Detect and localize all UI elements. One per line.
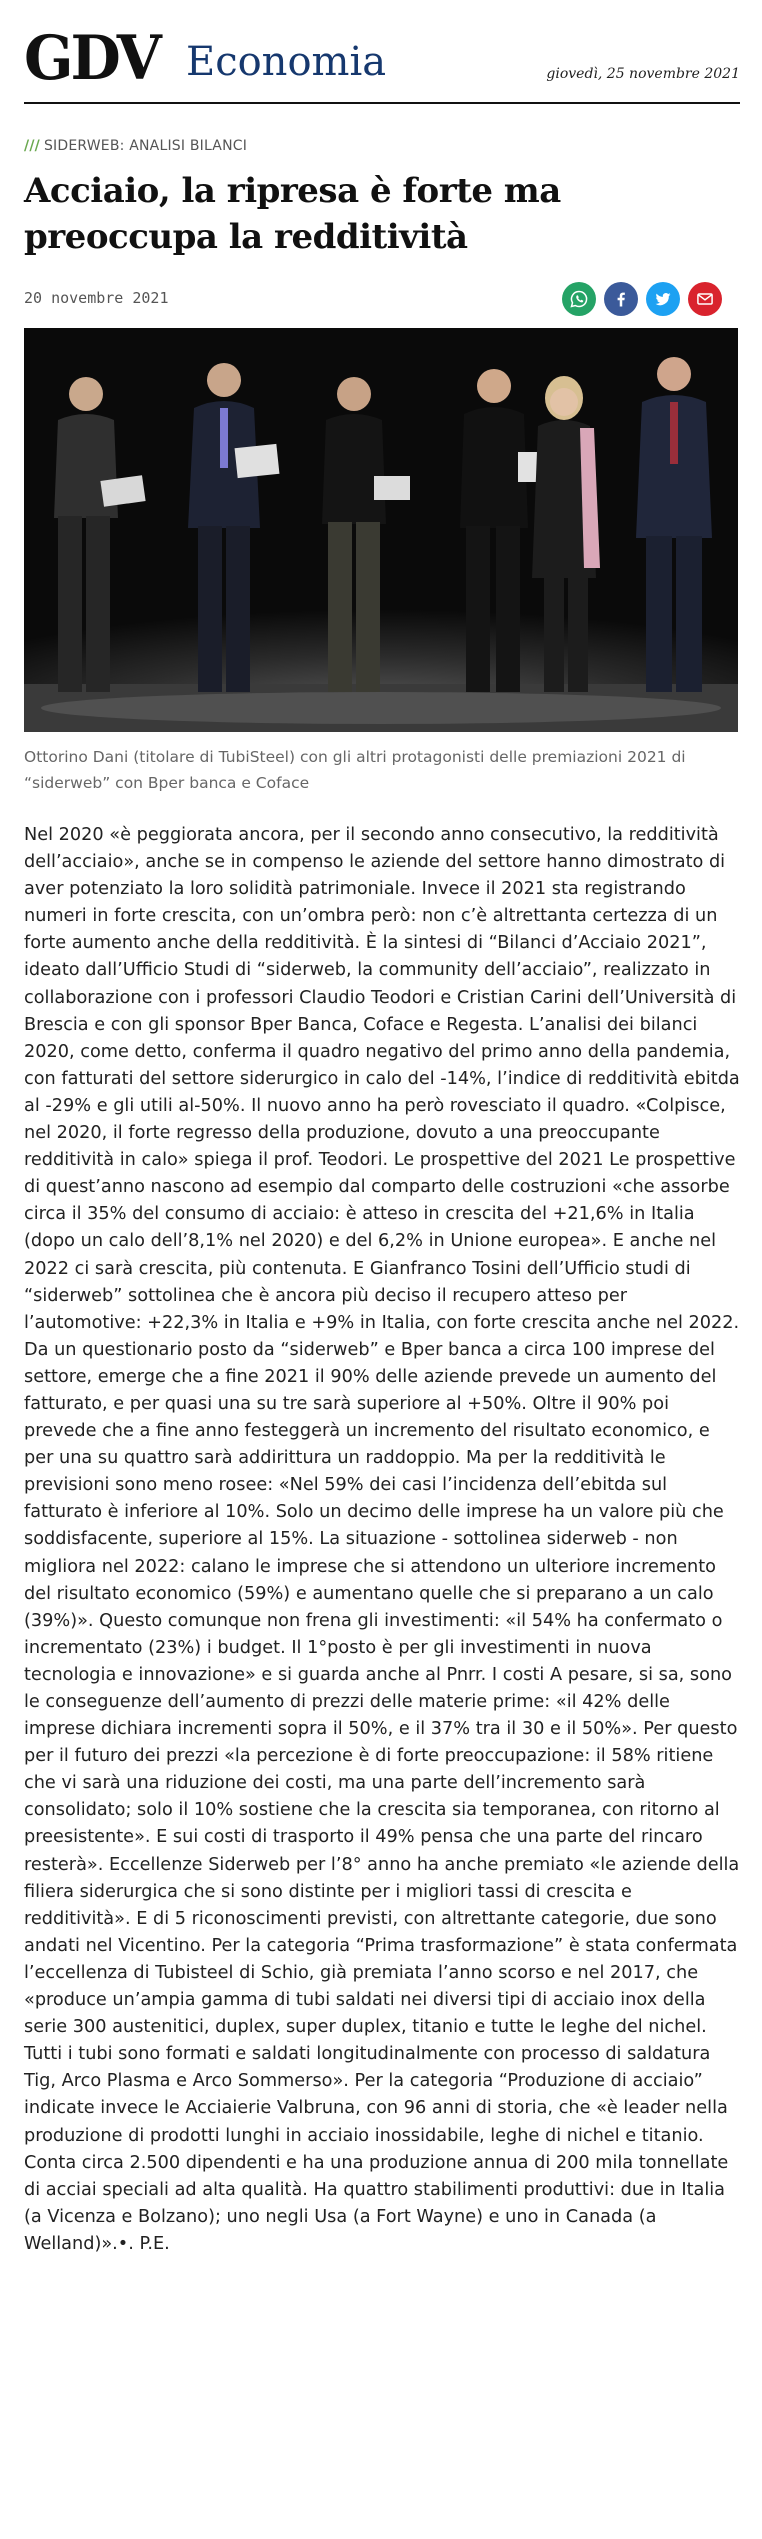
twitter-icon: [653, 289, 673, 309]
kicker-label: SIDERWEB: ANALISI BILANCI: [43, 138, 248, 154]
whatsapp-icon: [569, 289, 589, 309]
kicker-slashes: ///: [24, 138, 40, 154]
article-kicker[interactable]: [24, 138, 247, 154]
article-title: Acciaio, la ripresa è forte ma preoccupa la redditività: [24, 171, 561, 257]
facebook-icon: [611, 289, 631, 309]
site-logo[interactable]: GDV: [24, 22, 159, 94]
article-photo: [24, 328, 738, 732]
section-title[interactable]: Economia: [186, 39, 387, 85]
email-share-button[interactable]: [688, 282, 722, 316]
award-ceremony-photo: [24, 328, 738, 732]
twitter-share-button[interactable]: [646, 282, 680, 316]
article-date: 20 novembre 2021: [24, 289, 169, 307]
whatsapp-share-button[interactable]: [562, 282, 596, 316]
masthead-divider: [24, 102, 740, 104]
photo-caption: Ottorino Dani (titolare di TubiSteel) con gli altri protagonisti delle premiazioni 2021 di “siderweb” con Bper banca e Coface: [24, 748, 686, 792]
masthead-date: giovedì, 25 novembre 2021: [546, 66, 740, 82]
mail-icon: [695, 289, 715, 309]
masthead: [24, 22, 740, 96]
article-body: Nel 2020 «è peggiorata ancora, per il secondo anno consecutivo, la redditività dell’acciaio», anche se in compenso le aziende del settore hanno dimostrato di aver potenziato la loro solidità patrimoniale. Invece il 2021 sta registrando numeri in forte crescita, con un’ombra però: non c’è altrettanta certezza di un forte aumento anche della redditività. È la sintesi di “Bilanci d’Acciaio 2021”, ideato dall’Ufficio Studi di “siderweb, la community dell’acciaio”, realizzato in collaborazione con i professori Claudio Teodori e Cristian Carini dell’Università di Brescia e con gli sponsor Bper Banca, Coface e Regesta. L’analisi dei bilanci 2020, come detto, conferma il quadro negativo del primo anno della pandemia, con fatturati del settore siderurgico in calo del -14%, l’indice di redditività ebitda al -29% e gli utili al-50%. Il nuovo anno ha però rovesciato il quadro. «Colpisce, nel 2020, il forte regresso della produzione, dovuto a una preoccupante redditività in calo» spiega il prof. Teodori. Le prospettive del 2021 Le prospettive di quest’anno nascono ad esempio dal comparto delle costruzioni «che assorbe circa il 35% del consumo di acciaio: è atteso in crescita del +21,6% in Italia (dopo un calo dell’8,1% nel 2020) e del 6,2% in Unione europea». E anche nel 2022 ci sarà crescita, più contenuta. E Gianfranco Tosini dell’Ufficio studi di “siderweb” sottolinea che è ancora più deciso il recupero atteso per l’automotive: +22,3% in Italia e +9% in Italia, con forte crescita anche nel 2022. Da un questionario posto da “siderweb” e Bper banca a circa 100 imprese del settore, emerge che a fine 2021 il 90% delle aziende prevede un aumento del fatturato, e per quasi una su tre sarà superiore al +50%. Oltre il 90% poi prevede che a fine anno festeggerà un incremento del risultato economico, e per una su quattro sarà addirittura un raddoppio. Ma per la redditività le previsioni sono meno rosee: «Nel 59% dei casi l’incidenza dell’ebitda sul fatturato è inferiore al 10%. Solo un decimo delle imprese ha un valore più che soddisfacente, superiore al 15%. La situazione - sottolinea siderweb - non migliora nel 2022: calano le imprese che si attendono un ulteriore incremento del risultato economico (59%) e aumentano quelle che si preparano a un calo (39%)». Questo comunque non frena gli investimenti: «il 54% ha confermato o incrementato (23%) i budget. Il 1°posto è per gli investimenti in nuova tecnologia e innovazione» e si guarda anche al Pnrr. I costi A pesare, si sa, sono le conseguenze dell’aumento di prezzi delle materie prime: «il 42% delle imprese dichiara incrementi sopra il 50%, e il 37% tra il 30 e il 50%». Per questo per il futuro dei prezzi «la percezione è di forte preoccupazione: il 58% ritiene che vi sarà una riduzione dei costi, ma una parte dell’incremento sarà consolidato; solo il 10% sostiene che la crescita sia temporanea, con ritorno al preesistente». E sui costi di trasporto il 49% pensa che una parte del rincaro resterà». Eccellenze Siderweb per l’8° anno ha anche premiato «le aziende della filiera siderurgica che si sono distinte per i migliori tassi di crescita e redditività». E di 5 riconoscimenti previsti, con altrettante categorie, due sono andati nel Vicentino. Per la categoria “Prima trasformazione” è stata confermata l’eccellenza di Tubisteel di Schio, già premiata l’anno scorso e nel 2017, che «produce un’ampia gamma di tubi saldati nei diversi tipi di acciaio inox della serie 300 austenitici, duplex, super duplex, titanio e tutte le leghe del nichel. Tutti i tubi sono formati e saldati longitudinalmente con processo di saldatura Tig, Arco Plasma e Arco Sommerso». Per la categoria “Produzione di acciaio” indicate invece le Acciaierie Valbruna, con 96 anni di storia, che «è leader nella produzione di prodotti lunghi in acciaio inossidabile, leghe di nichel e titanio. Conta circa 2.500 dipendenti e ha una produzione annua di 200 mila tonnellate di acciai speciali ad alta qualità. Ha quattro stabilimenti produttivi: due in Italia (a Vicenza e Bolzano); uno negli Usa (a Fort Wayne) e uno in Canada (a Welland)».•. P.E.: [24, 825, 740, 2254]
facebook-share-button[interactable]: [604, 282, 638, 316]
